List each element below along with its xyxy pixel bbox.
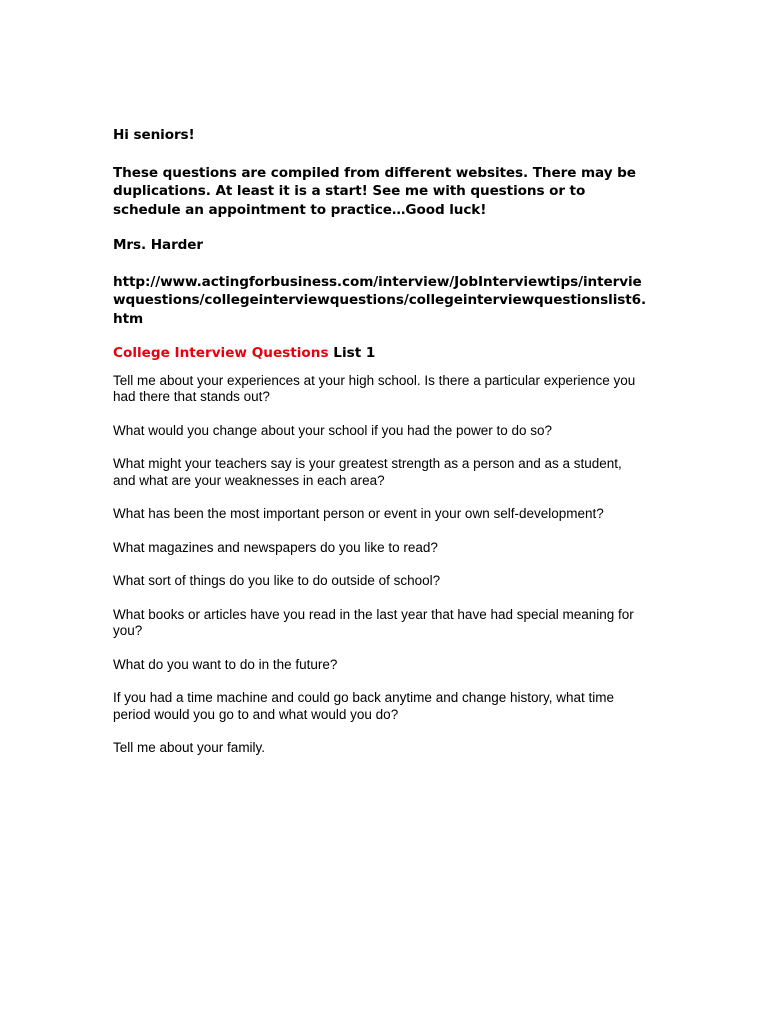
question-item: If you had a time machine and could go back anytime and change history, what time period would you go to and what would you do? <box>113 690 615 722</box>
signature: Mrs. Harder <box>113 237 204 253</box>
question-item: Tell me about your family. <box>113 740 266 755</box>
question-list <box>113 373 653 757</box>
question-item: What might your teachers say is your greatest strength as a person and as a student, and what are your weaknesses in each area? <box>113 456 622 488</box>
section-title-suffix: List 1 <box>328 345 376 361</box>
intro-paragraph: These questions are compiled from different websites. There may be duplications. At least it is a start! See me with questions or to schedule an appointment to practice…Good luck! <box>113 164 636 218</box>
question-item: What books or articles have you read in the last year that have had special meaning for you? <box>113 606 634 638</box>
section-heading <box>113 344 653 363</box>
question-item: What do you want to do in the future? <box>113 656 338 672</box>
question-item: What would you change about your school if you had the power to do so? <box>113 422 553 438</box>
question-item: What has been the most important person or event in your own self-development? <box>113 506 604 521</box>
section-title-highlight: College Interview Questions <box>113 345 329 361</box>
source-url: http://www.actingforbusiness.com/interview/JobInterviewtips/interviewquestions/collegeinterviewquestions/collegeinterviewquestionslist6.htm <box>113 273 647 327</box>
document-body <box>113 126 653 774</box>
question-item: What sort of things do you like to do outside of school? <box>113 573 441 588</box>
question-item: Tell me about your experiences at your high school. Is there a particular experience you had there that stands out? <box>113 372 636 404</box>
greeting: Hi seniors! <box>113 127 195 143</box>
question-item: What magazines and newspapers do you like to read? <box>113 539 438 555</box>
